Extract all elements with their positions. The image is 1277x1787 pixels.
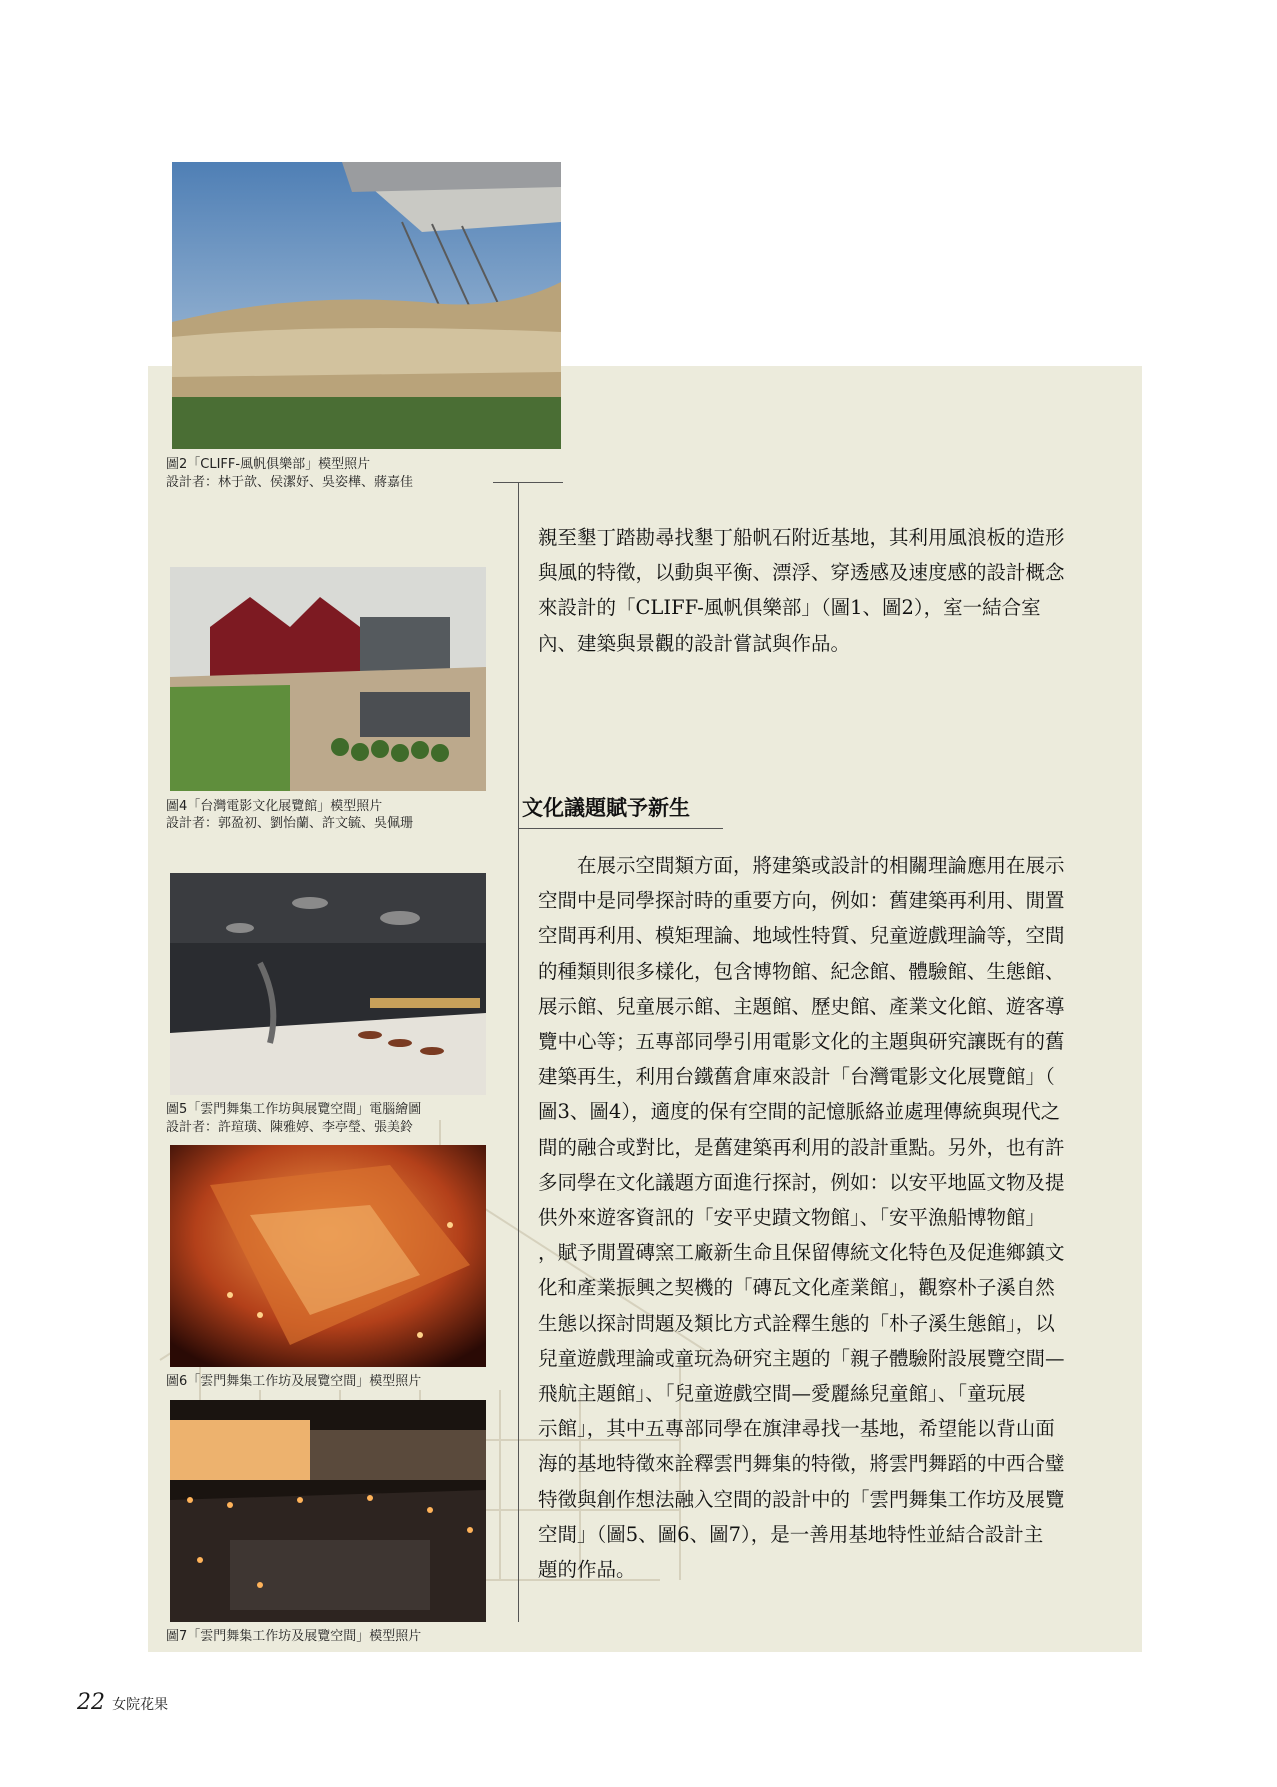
figure-6-photo (170, 1145, 486, 1367)
figure-2-designers: 設計者：林于歆、侯潔妤、吳姿樺、蔣嘉佳 (166, 475, 414, 490)
body-paragraph (538, 848, 1065, 1587)
divider-vertical (518, 482, 519, 1622)
text-line: 多同學在文化議題方面進行探討，例如：以安平地區文物及提 (538, 1170, 1065, 1194)
text-line: 與風的特徵，以動與平衡、漂浮、穿透感及速度感的設計概念 (538, 561, 1065, 585)
text-line: 生態以探討問題及類比方式詮釋生態的「朴子溪生態館」，以 (538, 1311, 1055, 1335)
figure-5-render (170, 873, 486, 1095)
section-heading: 文化議題賦予新生 (522, 796, 690, 820)
page-footer (77, 1690, 168, 1715)
figure-4-photo (170, 567, 486, 791)
figure-7-photo (170, 1400, 486, 1622)
text-line: 親至墾丁踏勘尋找墾丁船帆石附近基地，其利用風浪板的造形 (538, 526, 1065, 549)
text-line: 內、建築與景觀的設計嘗試與作品。 (538, 631, 851, 655)
text-line: 空間」（圖5、圖6、圖7），是一善用基地特性並結合設計主 (538, 1522, 1044, 1546)
heading-underline (518, 828, 723, 829)
text-line: 特徵與創作想法融入空間的設計中的「雲門舞集工作坊及展覽 (538, 1487, 1065, 1511)
text-line: 在展示空間類方面，將建築或設計的相關理論應用在展示 (538, 854, 1065, 877)
figure-4-caption: 圖4「台灣電影文化展覽館」模型照片 (166, 799, 383, 814)
figure-6-caption: 圖6「雲門舞集工作坊及展覽空間」模型照片 (166, 1374, 422, 1389)
text-line: 示館」，其中五專部同學在旗津尋找一基地，希望能以背山面 (538, 1417, 1055, 1441)
text-line: 建築再生，利用台鐵舊倉庫來設計「台灣電影文化展覽館」（ (538, 1065, 1055, 1089)
figure-7-caption: 圖7「雲門舞集工作坊及展覽空間」模型照片 (166, 1629, 422, 1644)
divider-horizontal-top (493, 482, 563, 483)
text-line: 化和產業振興之契機的「磚瓦文化產業館」，觀察朴子溪自然 (538, 1276, 1055, 1300)
intro-paragraph (538, 520, 1065, 661)
text-line: 圖3、圖4），適度的保有空間的記憶脈絡並處理傳統與現代之 (538, 1100, 1061, 1124)
text-line: 空間再利用、模矩理論、地域性特質、兒童遊戲理論等，空間 (538, 924, 1065, 948)
text-line: 覽中心等；五專部同學引用電影文化的主題與研究讓既有的舊 (538, 1030, 1065, 1054)
text-line: 來設計的「CLIFF-風帆俱樂部」（圖1、圖2），室一結合室 (538, 596, 1041, 620)
text-line: 海的基地特徵來詮釋雲門舞集的特徵，將雲門舞蹈的中西合璧 (538, 1452, 1065, 1476)
text-line: 間的融合或對比，是舊建築再利用的設計重點。另外，也有許 (538, 1135, 1065, 1159)
figure-5-caption: 圖5「雲門舞集工作坊與展覽空間」電腦繪圖 (166, 1102, 422, 1117)
figure-2-caption: 圖2「CLIFF-風帆俱樂部」模型照片 (166, 457, 371, 472)
text-line: 題的作品。 (538, 1558, 636, 1582)
figure-2-photo (172, 162, 561, 449)
text-line: 兒童遊戲理論或童玩為研究主題的「親子體驗附設展覽空間— (538, 1346, 1065, 1370)
publication-title: 女院花果 (112, 1697, 169, 1713)
figure-4-designers: 設計者：郭盈初、劉怡蘭、許文毓、吳佩珊 (166, 816, 414, 831)
page-number: 22 (77, 1690, 105, 1715)
text-line: ，賦予閒置磚窯工廠新生命且保留傳統文化特色及促進鄉鎮文 (538, 1241, 1065, 1265)
text-line: 的種類則很多樣化，包含博物館、紀念館、體驗館、生態館、 (538, 959, 1065, 983)
text-line: 供外來遊客資訊的「安平史蹟文物館」、「安平漁船博物館」 (538, 1206, 1046, 1230)
text-line: 空間中是同學探討時的重要方向，例如：舊建築再利用、閒置 (538, 889, 1065, 913)
text-line: 展示館、兒童展示館、主題館、歷史館、產業文化館、遊客導 (538, 994, 1065, 1018)
text-line: 飛航主題館」、「兒童遊戲空間—愛麗絲兒童館」、「童玩展 (538, 1382, 1026, 1406)
figure-5-designers: 設計者：許瑄璜、陳雅婷、李亭瑩、張美鈴 (166, 1120, 414, 1135)
